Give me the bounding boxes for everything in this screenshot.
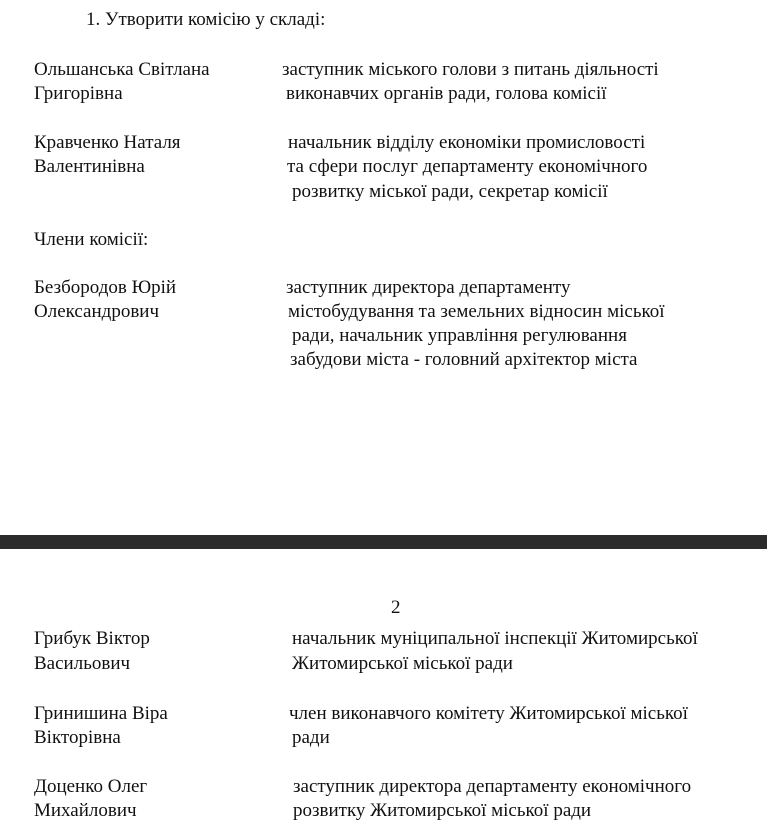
- member-position: начальник відділу економіки промисловості: [288, 132, 646, 153]
- member-name: Ольшанська Світлана: [34, 59, 210, 80]
- member-position-line2: містобудування та земельних відносин міської: [288, 301, 665, 322]
- member-position-line3: ради, начальник управління регулювання: [292, 325, 627, 346]
- member-position-line2: та сфери послуг департаменту економічного: [287, 156, 648, 177]
- member-name-line2: Олександрович: [34, 301, 160, 322]
- member-position-line2: ради: [292, 727, 330, 748]
- member-position-line3: розвитку міської ради, секретар комісії: [292, 181, 608, 202]
- member-position-line2: Житомирської міської ради: [292, 653, 513, 674]
- member-position-line2: розвитку Житомирської міської ради: [293, 800, 592, 821]
- member-name: Доценко Олег: [34, 776, 148, 797]
- members-label: Члени комісії:: [34, 229, 149, 250]
- page-separator: [0, 535, 767, 549]
- page-number: 2: [391, 597, 401, 618]
- resolution-item-heading: 1. Утворити комісію у складі:: [86, 9, 326, 30]
- member-name: Гринишина Віра: [34, 703, 168, 724]
- member-name: Кравченко Наталя: [34, 132, 181, 153]
- member-name: Безбородов Юрій: [34, 277, 177, 298]
- member-name-line2: Васильович: [34, 653, 131, 674]
- member-name-line2: Валентинівна: [34, 156, 145, 177]
- member-position: заступник міського голови з питань діяльності: [282, 59, 659, 80]
- member-name-line2: Григорівна: [34, 83, 123, 104]
- member-name: Грибук Віктор: [34, 628, 150, 649]
- member-position: член виконавчого комітету Житомирської міської: [289, 703, 688, 724]
- member-position: заступник директора департаменту економічного: [293, 776, 692, 797]
- member-name-line2: Вікторівна: [34, 727, 121, 748]
- member-name-line2: Михайлович: [34, 800, 137, 821]
- member-position-line2: виконавчих органів ради, голова комісії: [286, 83, 607, 104]
- member-position-line4: забудови міста - головний архітектор міста: [290, 349, 638, 370]
- document-page-2: [0, 549, 767, 836]
- member-position: заступник директора департаменту: [286, 277, 571, 298]
- member-position: начальник муніципальної інспекції Житомирської: [292, 628, 698, 649]
